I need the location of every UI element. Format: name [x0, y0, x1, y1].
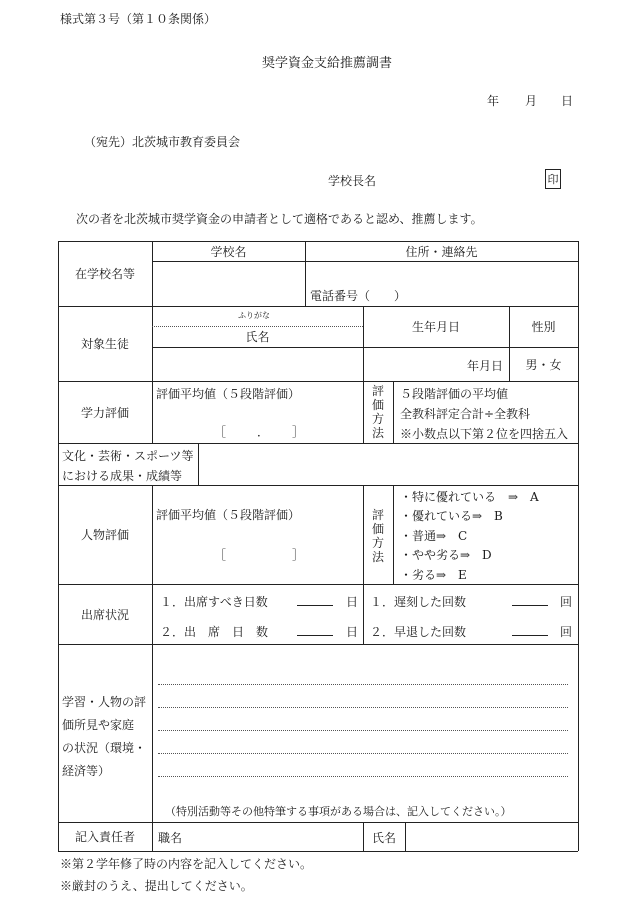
date-year-label: 年 — [487, 94, 500, 108]
intro-text: 次の者を北茨城市奨学資金の申請者として適格であると認め、推薦します。 — [76, 212, 483, 226]
character-method-label: 評 価 方 法 — [371, 508, 384, 564]
birth-date-label: 生年月日 — [411, 320, 460, 334]
footnote-1: ※第２学年修了時の内容を記入してください。 — [60, 857, 313, 871]
academic-method-line-1: ５段階評価の平均値 — [400, 387, 509, 401]
birth-date-ymd: 年月日 — [467, 359, 504, 373]
student-name-field[interactable] — [152, 347, 363, 381]
academic-method-line-2: 全教科評定合計÷全教科 — [400, 407, 531, 421]
student-name-label: 氏名 — [245, 330, 270, 344]
writer-name-label: 氏名 — [372, 831, 397, 845]
character-average-label: 評価平均値（５段階評価） — [156, 508, 301, 522]
character-grade-c: ・普通⇒ C — [400, 529, 468, 543]
form-number: 様式第３号（第１０条関係） — [60, 12, 217, 26]
character-section-label: 人物評価 — [80, 528, 129, 542]
character-grade-d: ・やや劣る⇒ D — [400, 548, 492, 562]
academic-method-label: 評 価 方 法 — [371, 384, 384, 440]
academic-section-label: 学力評価 — [80, 405, 129, 420]
late-count-unit: 回 — [560, 595, 573, 609]
attendance-section-label: 出席状況 — [80, 607, 129, 622]
academic-bracket-left: ［ — [214, 425, 227, 439]
writer-position-label: 職名 — [158, 831, 183, 845]
academic-average-label: 評価平均値（５段階評価） — [156, 387, 301, 401]
character-grade-e: ・劣る⇒ E — [400, 568, 467, 582]
early-leave-blank[interactable] — [512, 635, 548, 636]
character-bracket-left: ［ — [214, 548, 227, 562]
student-section-label: 対象生徒 — [80, 337, 129, 351]
addressee: （宛先）北茨城市教育委員会 — [84, 135, 241, 149]
early-leave-unit: 回 — [560, 625, 573, 639]
early-leave-label: ２．早退した回数 — [370, 625, 467, 639]
date-month-label: 月 — [525, 94, 538, 108]
character-grade-a: ・特に優れている ⇒ A — [400, 490, 539, 504]
character-grade-b: ・優れている⇒ B — [400, 509, 503, 523]
school-name-header: 学校名 — [210, 244, 247, 259]
seal-mark: 印 — [545, 169, 561, 189]
days-attended-unit: 日 — [346, 625, 359, 639]
days-required-unit: 日 — [346, 595, 359, 609]
remarks-note: （特別活動等その他特筆する事項がある場合は、記入してください。） — [165, 805, 512, 818]
days-attended-blank[interactable] — [297, 635, 333, 636]
days-attended-label: ２．出 席 日 数 — [160, 625, 269, 639]
sex-label: 性別 — [531, 320, 556, 334]
writer-position-field[interactable] — [190, 822, 360, 851]
school-address-header: 住所・連絡先 — [405, 244, 478, 259]
late-count-blank[interactable] — [512, 605, 548, 606]
culture-achievements-field[interactable] — [198, 443, 578, 485]
days-required-label: １．出席すべき日数 — [160, 595, 268, 609]
date-day-label: 日 — [561, 94, 574, 108]
culture-section-label: 文化・芸術・スポーツ等 における成果・成績等 — [62, 449, 194, 483]
furigana-label: ふりがな — [238, 311, 270, 320]
writer-label: 記入責任者 — [74, 830, 135, 844]
writer-name-field[interactable] — [405, 822, 578, 851]
school-phone-label: 電話番号（ ） — [310, 289, 407, 303]
days-required-blank[interactable] — [297, 605, 333, 606]
principal-label: 学校長名 — [328, 174, 377, 188]
academic-bracket-right: ］ — [292, 425, 305, 439]
late-count-label: １．遅刻した回数 — [370, 595, 467, 609]
footnote-2: ※厳封のうえ、提出してください。 — [60, 879, 253, 893]
academic-method-line-3: ※小数点以下第２位を四捨五入 — [400, 427, 569, 441]
remarks-section-label: 学習・人物の評 価所見や家庭 の状況（環境・ 経済等） — [62, 695, 147, 778]
academic-bracket-dot: ． — [257, 425, 270, 439]
school-name-field[interactable] — [152, 261, 305, 306]
page-title: 奨学資金支給推薦調書 — [262, 56, 393, 71]
character-bracket-right: ］ — [292, 548, 305, 562]
sex-options[interactable]: 男・女 — [525, 357, 562, 372]
school-section-label: 在学校名等 — [74, 267, 135, 281]
